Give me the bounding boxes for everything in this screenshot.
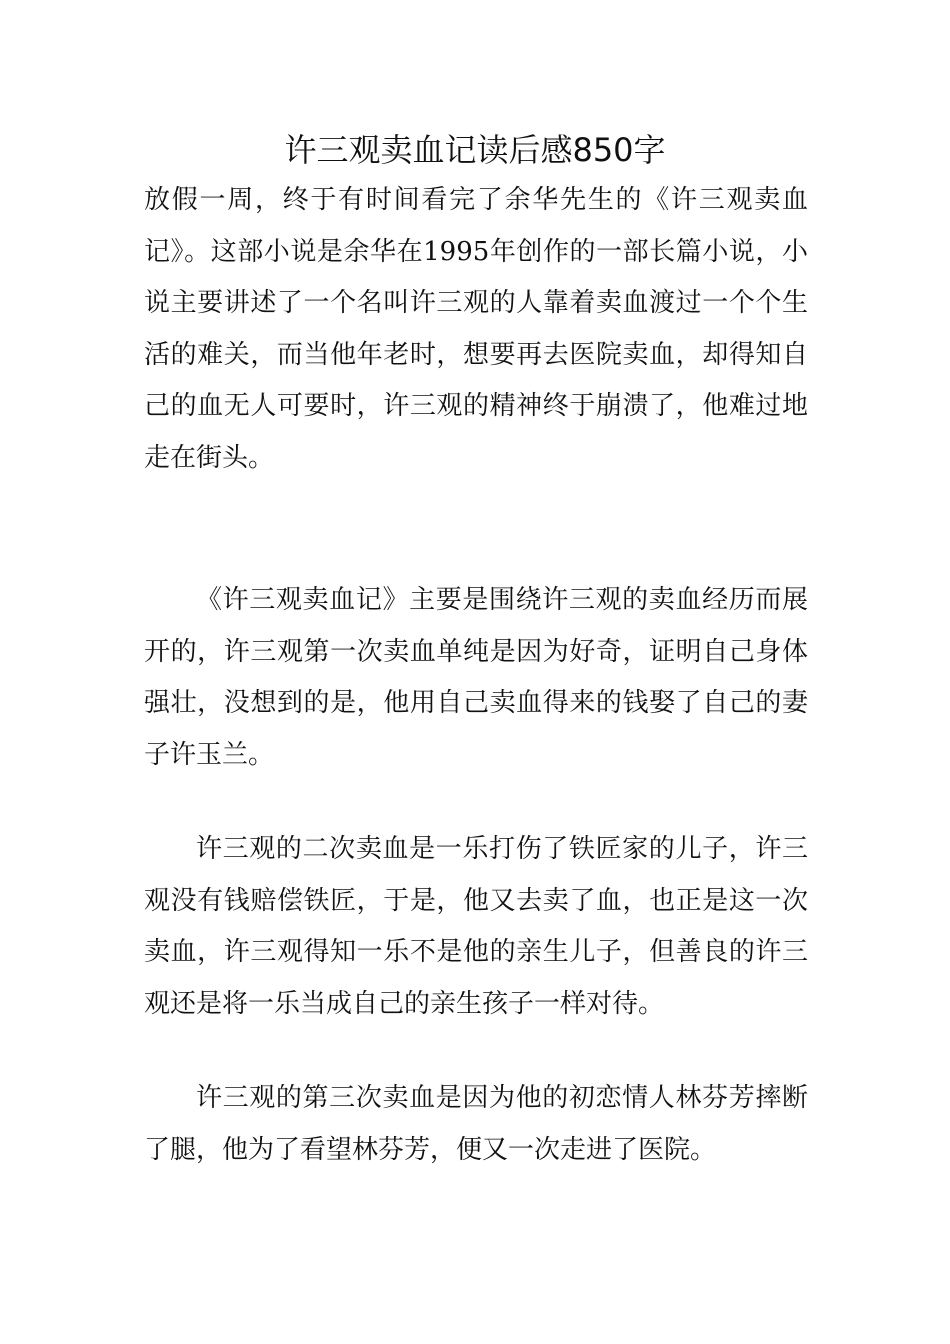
paragraph-second-sale: 许三观的二次卖血是一乐打伤了铁匠家的儿子，许三观没有钱赔偿铁匠，于是，他又去卖了血，也正是这一次卖血，许三观得知一乐不是他的亲生儿子，但善良的许三观还是将一乐当成自己的亲生孩子一样对待。 bbox=[144, 834, 808, 1019]
document-title: 许三观卖血记读后感850字 bbox=[284, 131, 666, 169]
paragraph-first-sale: 《许三观卖血记》主要是围绕许三观的卖血经历而展开的，许三观第一次卖血单纯是因为好奇，证明自己身体强壮，没想到的是，他用自己卖血得来的钱娶了自己的妻子许玉兰。 bbox=[144, 585, 808, 770]
paragraph-third-sale: 许三观的第三次卖血是因为他的初恋情人林芬芳摔断了腿，他为了看望林芬芳，便又一次走进了医院。 bbox=[144, 1083, 808, 1165]
paragraph-intro: 放假一周，终于有时间看完了余华先生的《许三观卖血记》。这部小说是余华在1995年创作的一部长篇小说，小说主要讲述了一个名叫许三观的人靠着卖血渡过一个个生活的难关，而当他年老时，想要再去医院卖血，却得知自己的血无人可要时，许三观的精神终于崩溃了，他难过地走在街头。 bbox=[144, 185, 808, 473]
